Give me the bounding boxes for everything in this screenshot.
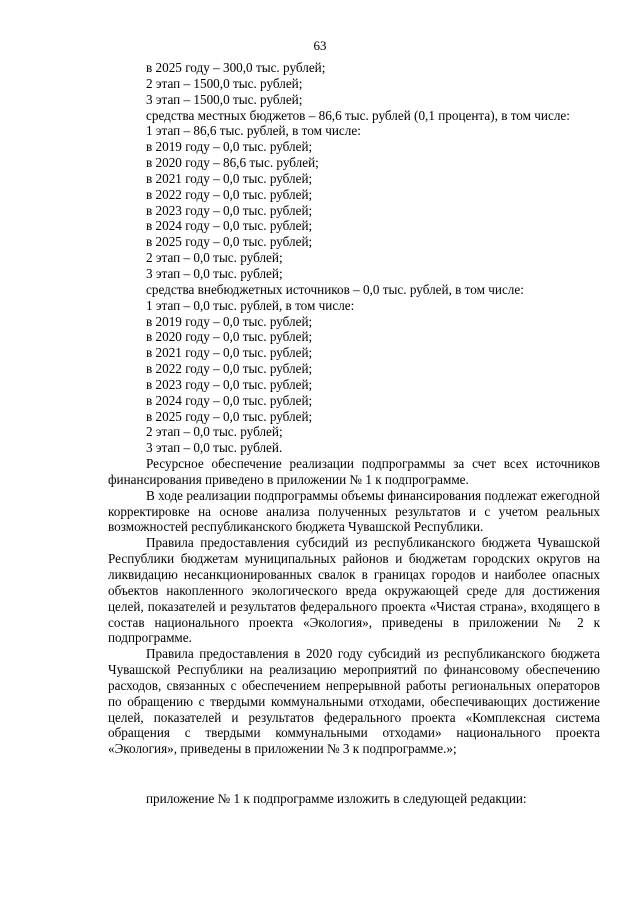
text-line: 2 этап – 0,0 тыс. рублей; xyxy=(146,250,283,266)
text-line: 2 этап – 0,0 тыс. рублей; xyxy=(146,424,283,440)
text-line: 1 этап – 0,0 тыс. рублей, в том числе: xyxy=(146,297,355,313)
text-line: 3 этап – 0,0 тыс. рублей; xyxy=(146,265,283,281)
text-line: в 2019 году – 0,0 тыс. рублей; xyxy=(146,313,313,329)
subsidy-rules-paragraph: Правила предоставления субсидий из республиканского бюджета Чувашской Республики бюджетам муниципальных районов и бюджетам городских округов на ликвидацию несанкционированных свалок в границах городов и наиболее опасных объектов накопленного экологического вреда окружающей среде для достижения целей, показателей и результатов федерального проекта «Чистая страна», входящего в состав национального проекта «Экология», приведены в приложении № 2 к подпрограмме. xyxy=(108,535,600,646)
text-line: 2 этап – 1500,0 тыс. рублей; xyxy=(146,75,303,91)
text-line: в 2020 году – 0,0 тыс. рублей; xyxy=(146,329,313,345)
text-line: в 2023 году – 0,0 тыс. рублей; xyxy=(146,376,313,392)
appendix-statement-paragraph: приложение № 1 к подпрограмме изложить в следующей редакции: xyxy=(146,791,527,807)
text-line: в 2024 году – 0,0 тыс. рублей; xyxy=(146,392,313,408)
text-line: 3 этап – 0,0 тыс. рублей. xyxy=(146,440,283,456)
text-line: в 2025 году – 300,0 тыс. рублей; xyxy=(146,60,326,75)
text-line: в 2022 году – 0,0 тыс. рублей; xyxy=(146,361,313,377)
local-budgets-paragraph: средства местных бюджетов – 86,6 тыс. рублей (0,1 процента), в том числе: xyxy=(146,107,570,123)
subsidy-rules-2020-paragraph: Правила предоставления в 2020 году субсидий из республиканского бюджета Чувашской Республики на реализацию мероприятий по финансовому обеспечению расходов, связанных с обеспечением непрерывной работы региональных операторов по обращению с твердыми коммунальными отходами, обеспечивающих достижение целей, показателей и результатов федерального проекта «Комплексная система обращения с твердыми коммунальными отходами» национального проекта «Экология», приведены в приложении № 3 к подпрограмме.»; xyxy=(108,646,600,757)
text-line: в 2024 году – 0,0 тыс. рублей; xyxy=(146,218,313,234)
document-body xyxy=(108,60,600,807)
text-line: в 2019 году – 0,0 тыс. рублей; xyxy=(146,139,313,155)
text-line: 3 этап – 1500,0 тыс. рублей; xyxy=(146,91,303,107)
text-line: в 2020 году – 86,6 тыс. рублей; xyxy=(146,155,319,171)
funding-adjustment-paragraph: В ходе реализации подпрограммы объемы финансирования подлежат ежегодной корректировке на основе анализа полученных результатов и с учетом реальных возможностей республиканского бюджета Чувашской Республики. xyxy=(108,487,600,535)
text-line: в 2025 году – 0,0 тыс. рублей; xyxy=(146,408,313,424)
text-line: в 2025 году – 0,0 тыс. рублей; xyxy=(146,234,313,250)
text-line: в 2021 году – 0,0 тыс. рублей; xyxy=(146,170,313,186)
text-line: 1 этап – 86,6 тыс. рублей, в том числе: xyxy=(146,123,361,139)
text-line: в 2022 году – 0,0 тыс. рублей; xyxy=(146,186,313,202)
resource-support-paragraph: Ресурсное обеспечение реализации подпрограммы за счет всех источников финансирования приведено в приложении № 1 к подпрограмме. xyxy=(108,456,600,487)
text-line: в 2021 году – 0,0 тыс. рублей; xyxy=(146,345,313,361)
extrabudgetary-heading-line: средства внебюджетных источников – 0,0 тыс. рублей, в том числе: xyxy=(146,281,524,297)
text-line: в 2023 году – 0,0 тыс. рублей; xyxy=(146,202,313,218)
page-number: 63 xyxy=(313,38,327,53)
